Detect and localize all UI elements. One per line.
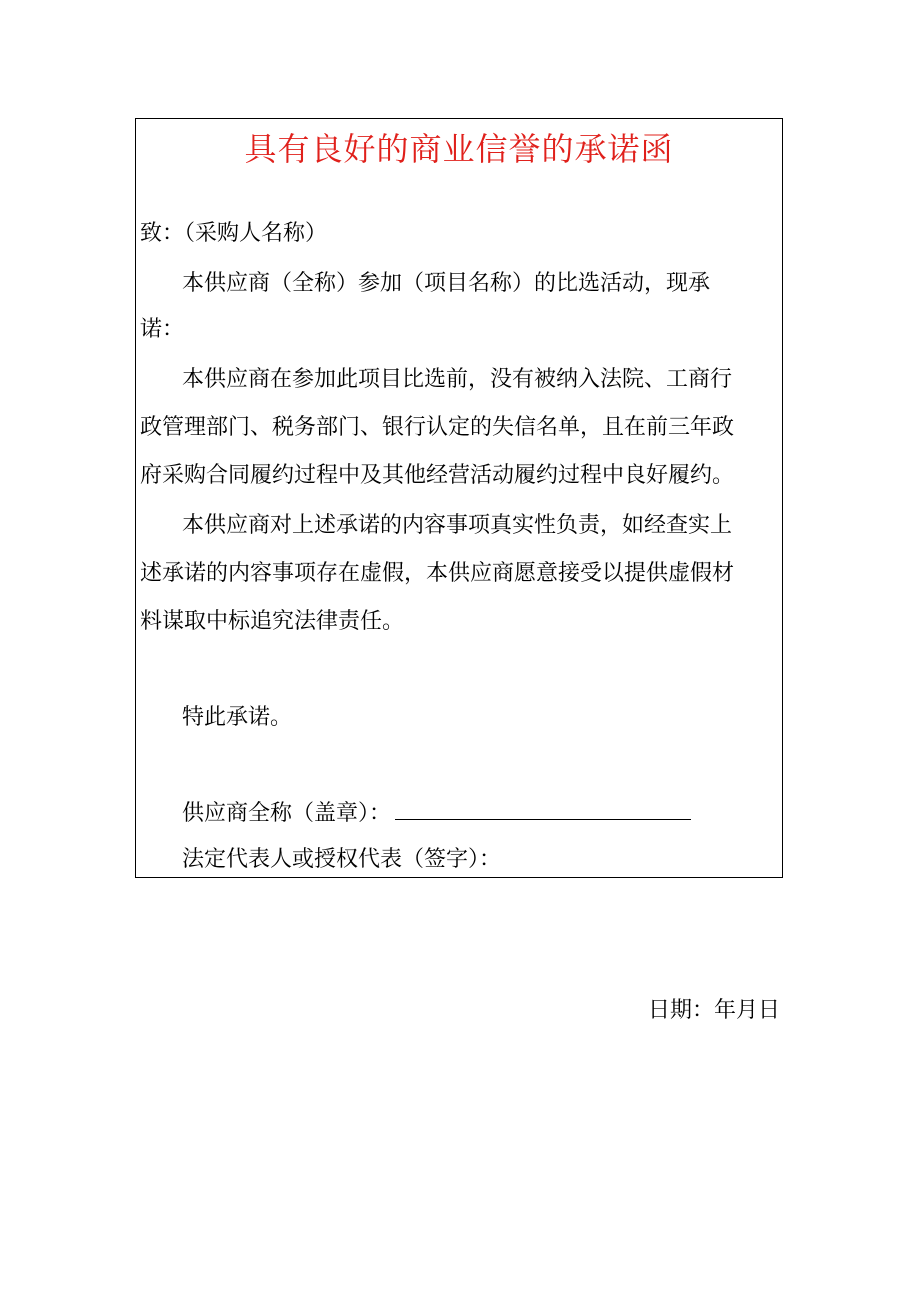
para3-line2: 述承诺的内容事项存在虚假，本供应商愿意接受以提供虚假材 [140,561,735,586]
para1-line2: 诺： [140,317,185,342]
closing-statement: 特此承诺。 [182,705,293,730]
supplier-name-row [182,797,691,829]
supplier-name-label: 供应商全称（盖章）： [182,801,392,826]
para2-line3: 府采购合同履约过程中及其他经营活动履约过程中良好履约。 [140,463,735,488]
supplier-name-blank [395,797,691,820]
representative-label: 法定代表人或授权代表（签字）： [182,847,502,872]
salutation: 致：（采购人名称） [140,221,328,246]
para3-line1: 本供应商对上述承诺的内容事项真实性负责，如经查实上 [182,513,733,538]
para2-line2: 政管理部门、税务部门、银行认定的失信名单，且在前三年政 [140,415,735,440]
para3-line3: 料谋取中标追究法律责任。 [140,609,405,634]
date-label: 日期：年月日 [647,998,780,1023]
para1-line1: 本供应商（全称）参加（项目名称）的比选活动，现承 [182,271,711,296]
letter-frame [135,118,783,878]
para2-line1: 本供应商在参加此项目比选前，没有被纳入法院、工商行 [182,367,733,392]
document-title: 具有良好的商业信誉的承诺函 [244,130,674,168]
